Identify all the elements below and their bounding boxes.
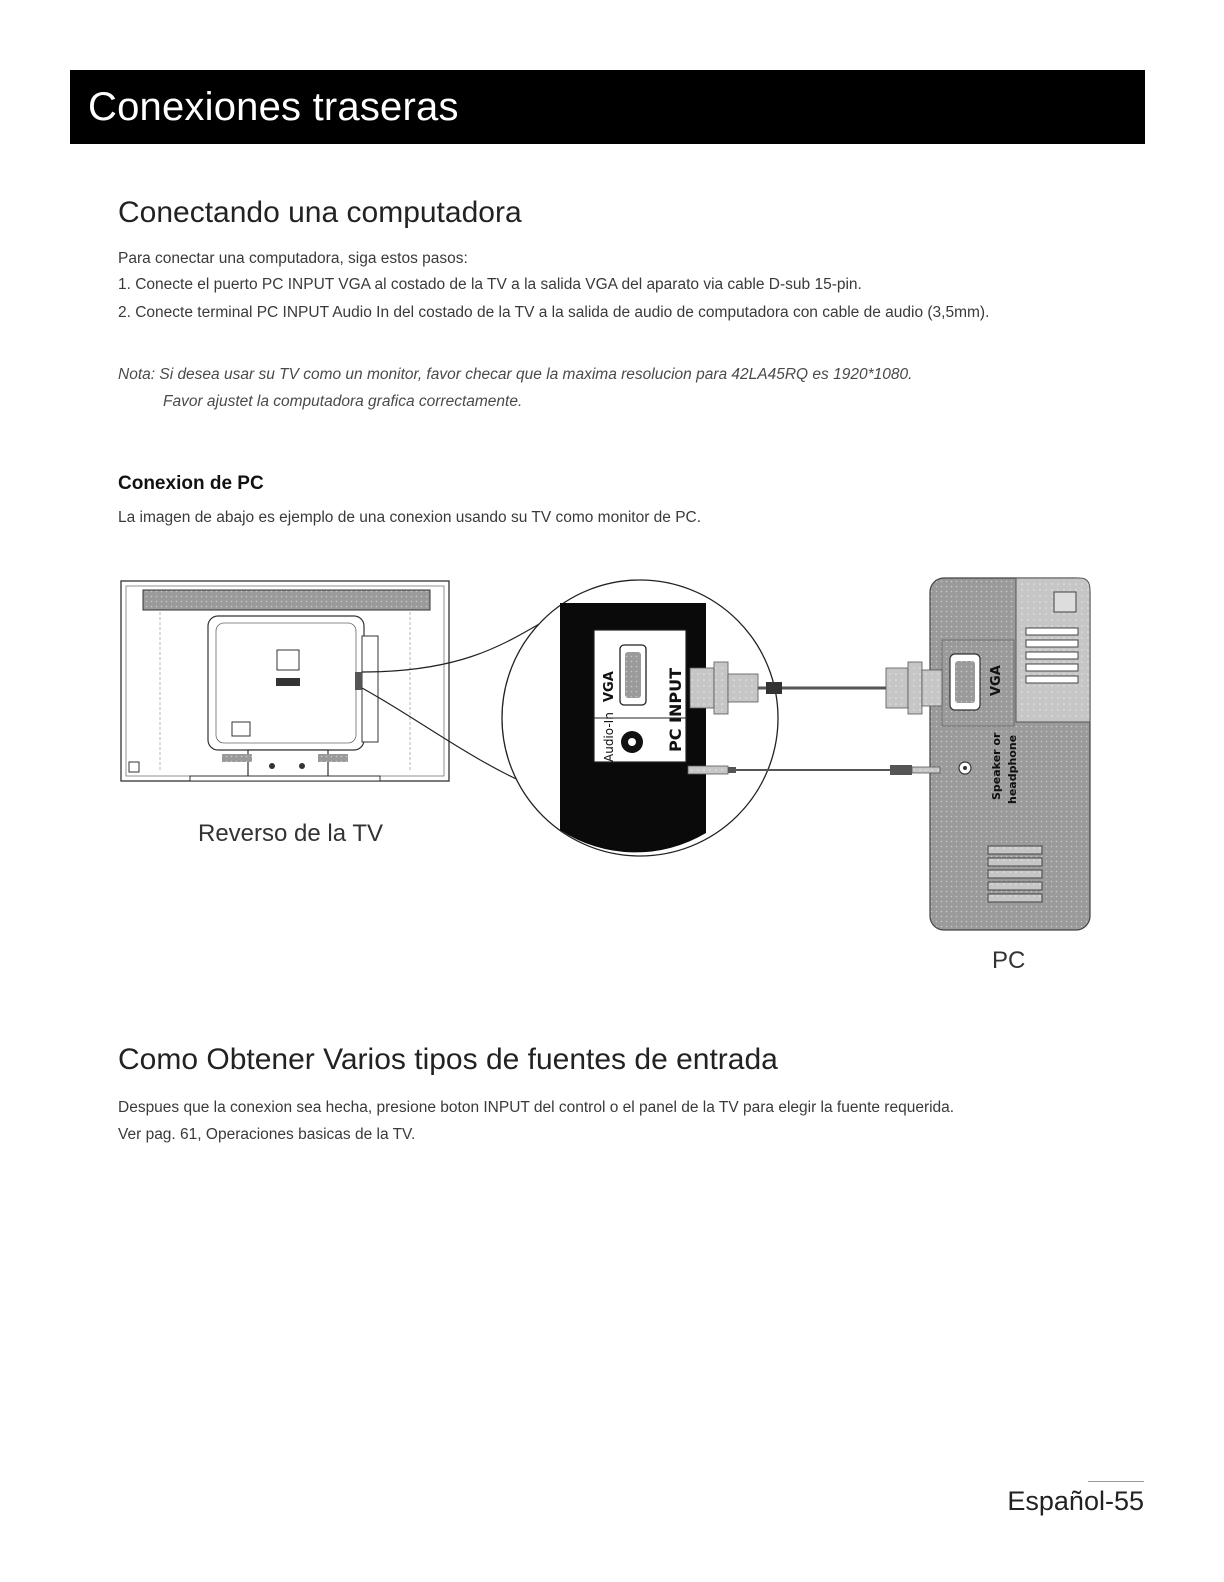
pc-caption: PC bbox=[992, 947, 1026, 974]
header-bar bbox=[70, 70, 1145, 144]
speaker-label-line2: headphone bbox=[1006, 734, 1019, 804]
audio-in-label: Audio-In bbox=[602, 712, 616, 762]
page-number: Español-55 bbox=[1007, 1486, 1144, 1516]
tv-back-illustration bbox=[121, 581, 449, 781]
sources-line-1: Despues que la conexion sea hecha, presione boton INPUT del control o el panel de la TV para elegir la fuente requerida. bbox=[118, 1099, 955, 1116]
vga-port-label: VGA bbox=[602, 671, 617, 702]
tv-caption: Reverso de la TV bbox=[198, 820, 383, 847]
note-line-1: Nota: Si desea usar su TV como un monitor, favor checar que la maxima resolucion para 42LA45RQ es 1920*1080. bbox=[118, 366, 913, 383]
intro-text: Para conectar una computadora, siga estos pasos: bbox=[118, 250, 468, 267]
footer-rule bbox=[1088, 1481, 1144, 1482]
zoom-circle bbox=[502, 580, 778, 856]
page-title: Conexiones traseras bbox=[88, 85, 459, 129]
note-line-2: Favor ajustet la computadora grafica correctamente. bbox=[163, 393, 523, 410]
pc-connection-description: La imagen de abajo es ejemplo de una conexion usando su TV como monitor de PC. bbox=[118, 509, 702, 526]
speaker-label-line1: Speaker or bbox=[990, 732, 1003, 800]
connection-diagram bbox=[0, 560, 1224, 980]
pc-connection-title: Conexion de PC bbox=[118, 473, 264, 494]
step-1: 1. Conecte el puerto PC INPUT VGA al costado de la TV a la salida VGA del aparato via cable D-sub 15-pin. bbox=[118, 276, 862, 293]
pc-tower-illustration bbox=[886, 578, 1090, 930]
pc-input-label: PC INPUT bbox=[666, 667, 685, 752]
sources-line-2: Ver pag. 61, Operaciones basicas de la TV. bbox=[118, 1126, 416, 1143]
section-title-computer: Conectando una computadora bbox=[118, 196, 522, 229]
step-2: 2. Conecte terminal PC INPUT Audio In del costado de la TV a la salida de audio de computadora con cable de audio (3,5mm). bbox=[118, 304, 990, 321]
section-title-sources: Como Obtener Varios tipos de fuentes de entrada bbox=[118, 1043, 778, 1076]
pc-vga-label: VGA bbox=[989, 665, 1004, 696]
